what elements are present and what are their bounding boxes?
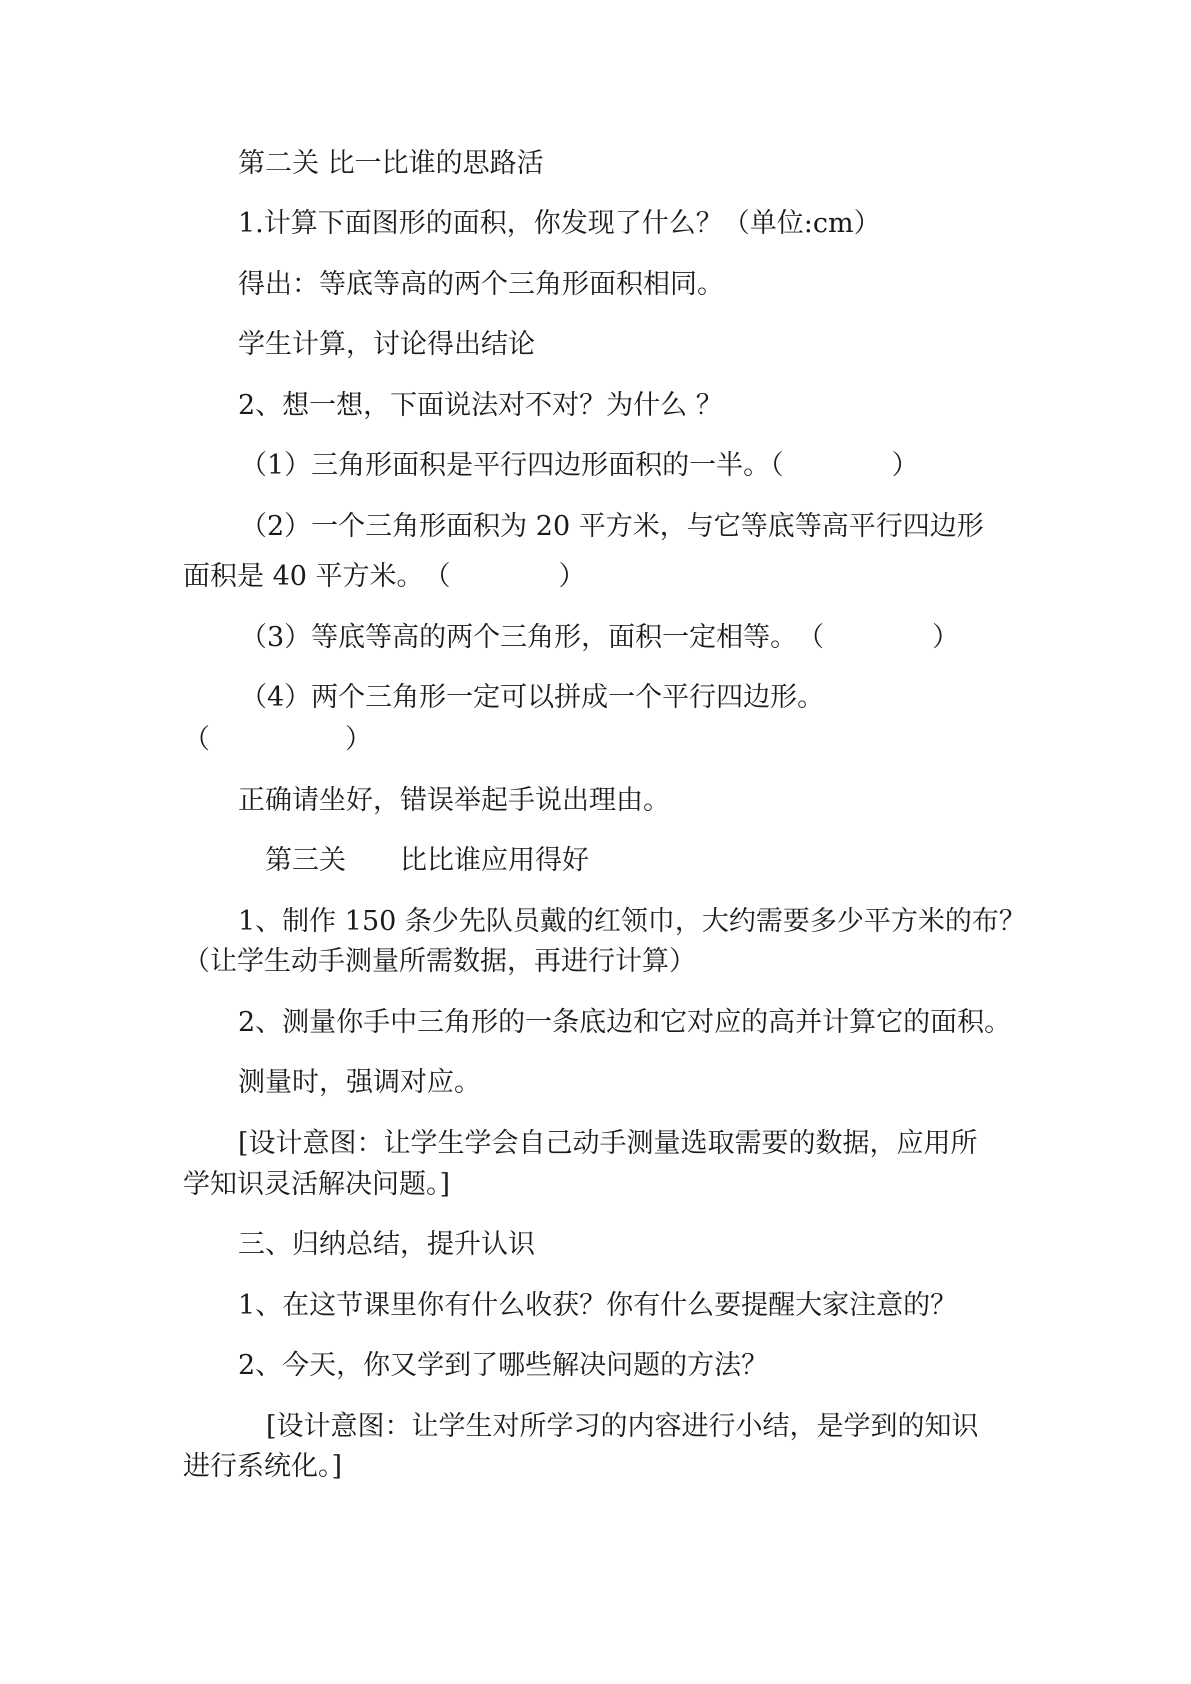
design-intent-note: 学知识灵活解决问题。] <box>183 1169 451 1200</box>
true-false-item-1: （1）三角形面积是平行四边形面积的一半。（ ） <box>240 450 919 481</box>
text-line: 学生计算，讨论得出结论 <box>238 329 535 360</box>
text-line: 测量时，强调对应。 <box>238 1067 481 1098</box>
design-intent-note: [设计意图：让学生对所学习的内容进行小结，是学到的知识 <box>266 1411 979 1442</box>
text-line: 面积是 40 平方米。 （ ） <box>183 561 586 592</box>
text-line: 得出：等底等高的两个三角形面积相同。 <box>238 269 724 300</box>
text-line: 1、制作 150 条少先队员戴的红领巾，大约需要多少平方米的布？ <box>238 906 1026 937</box>
section-heading-level-two: 第二关 比一比谁的思路活 <box>238 148 544 179</box>
text-line: （让学生动手测量所需数据，再进行计算） <box>183 946 696 977</box>
text-line: 1.计算下面图形的面积，你发现了什么？（单位:cm） <box>238 208 881 239</box>
text-line: 2、今天，你又学到了哪些解决问题的方法？ <box>238 1350 769 1381</box>
true-false-item-2: （2）一个三角形面积为 20 平方米，与它等底等高平行四边形 <box>240 511 984 542</box>
true-false-item-4: （4）两个三角形一定可以拼成一个平行四边形。 <box>240 682 825 713</box>
design-intent-note: 进行系统化。] <box>183 1451 343 1482</box>
true-false-item-3: （3）等底等高的两个三角形，面积一定相等。 （ ） <box>240 622 960 653</box>
text-line: 2、测量你手中三角形的一条底边和它对应的高并计算它的面积。 <box>238 1007 1012 1038</box>
text-line: 正确请坐好，错误举起手说出理由。 <box>238 785 670 816</box>
text-line: 1、在这节课里你有什么收获？你有什么要提醒大家注意的？ <box>238 1290 958 1321</box>
text-line: 2、想一想，下面说法对不对？为什么 ？ <box>238 390 723 421</box>
answer-bracket: （ ） <box>183 724 372 755</box>
design-intent-note: [设计意图：让学生学会自己动手测量选取需要的数据，应用所 <box>238 1128 978 1159</box>
section-heading-level-three: 第三关 比比谁应用得好 <box>265 845 589 876</box>
section-heading-summary: 三、归纳总结，提升认识 <box>238 1229 535 1260</box>
